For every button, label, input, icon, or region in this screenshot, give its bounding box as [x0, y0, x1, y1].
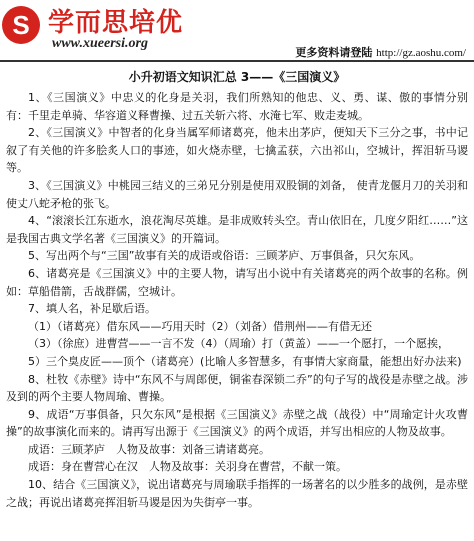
paragraph: 1、《三国演义》中忠义的化身是关羽，我们所熟知的他忠、义、勇、谋、傲的事情分别有：千里走单骑、华容道义释曹操、过五关斩六将、水淹七军、败走麦城。 [6, 91, 468, 122]
logo-icon: S [2, 6, 40, 44]
paragraph: 6、诸葛亮是《三国演义》中的主要人物，请写出小说中有关诸葛亮的两个故事的名称。例如：草船借箭，舌战群儒，空城计。 [6, 266, 468, 298]
paragraph: （3）（徐庶）进曹营——一言不发（4）（周瑜）打（黄盖）——一个愿打，一个愿挨， [28, 337, 449, 351]
paragraph: 成语：三顾茅庐 人物及故事：刘备三请诸葛亮。 [28, 442, 270, 456]
paragraph: 4、“滚滚长江东逝水，浪花淘尽英雄。是非成败转头空。青山依旧在，几度夕阳红……”这是我国古典文学名著《三国演义》的开篇词。 [6, 214, 468, 245]
more-label: 更多资料请登陆 [295, 46, 373, 59]
paragraph: 成语：身在曹营心在汉 人物及故事：关羽身在曹营，不献一策。 [28, 460, 347, 474]
page-header [0, 0, 474, 62]
paragraph: 5、写出两个与“三国”故事有关的成语或俗语：三顾茅庐、万事俱备，只欠东风。 [28, 249, 421, 263]
paragraph: （1）（诸葛亮）借东风——巧用天时（2）（刘备）借荆州——有借无还 [28, 319, 372, 333]
paragraph: 9、成语“万事俱备，只欠东风”是根据《三国演义》赤壁之战（战役）中“周瑜定计火攻曹操”的故事演化而来的。请再写出源于《三国演义》的两个成语，并写出相应的人物及故事。 [6, 407, 468, 439]
paragraph: 7、填人名，补足歇后语。 [28, 302, 156, 316]
brand-name: 学而思培优 [48, 8, 184, 38]
header-divider [0, 60, 474, 62]
brand-url: www.xueersi.org [52, 36, 148, 51]
paragraph: 5）三个臭皮匠——顶个（诸葛亮）(比喻人多智慧多，有事情大家商量，能想出好办法来) [28, 354, 462, 368]
more-resources-link[interactable] [295, 44, 466, 60]
paragraph: 2、《三国演义》中智者的化身当属军师诸葛亮，他未出茅庐，便知天下三分之事，书中记叙了有关他的许多脍炙人口的事迹，如火烧赤壁，七擒孟获，六出祁山，空城计，挥泪斩马谡等。 [6, 126, 468, 175]
paragraph: 3、《三国演义》中桃园三结义的三弟兄分别是使用双股铜的刘备， 使青龙偃月刀的关羽和使丈八蛇矛枪的张飞。 [6, 178, 468, 210]
paragraph: 10、结合《三国演义》，说出诸葛亮与周瑜联手指挥的一场著名的以少胜多的战例，是赤壁之战；再说出诸葛亮挥泪斩马谡是因为失街亭一事。 [6, 478, 468, 509]
page-title: 小升初语文知识汇总 3——《三国演义》 [128, 70, 346, 84]
paragraph: 8、杜牧《赤壁》诗中“东风不与周郎便，铜雀春深锁二乔”的句子写的战役是赤壁之战。涉及到的两个主要人物周瑜、曹操。 [6, 372, 468, 404]
more-url[interactable]: http://gz.aoshu.com/ [376, 47, 466, 59]
document-body [0, 89, 474, 511]
